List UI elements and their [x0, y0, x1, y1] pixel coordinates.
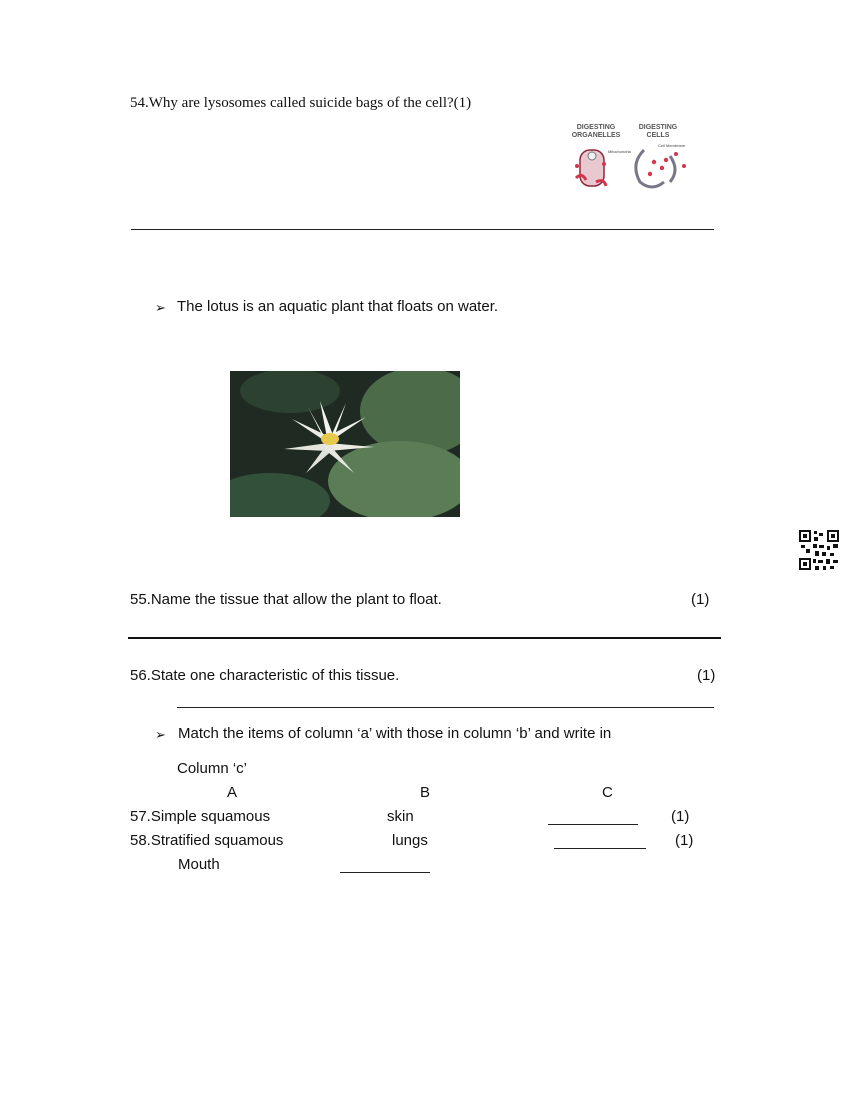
figure-tag-mito: Mitochondria	[608, 149, 631, 154]
answer-blank-mouth	[340, 872, 430, 873]
match-b-58: lungs	[392, 832, 428, 849]
figure-label-right-2: CELLS	[646, 132, 670, 139]
match-item-58: 58.Stratified squamous	[130, 832, 284, 849]
answer-line-55	[128, 637, 721, 639]
answer-blank-57	[548, 824, 638, 825]
figure-label-left-2: ORGANELLES	[571, 132, 621, 139]
column-header-a: A	[227, 784, 238, 801]
arrow-bullet-icon: ➢	[155, 727, 166, 742]
mark-55: (1)	[691, 591, 710, 608]
match-b-57: skin	[387, 808, 414, 825]
lysosome-figure	[566, 120, 696, 196]
match-item-57: 57.Simple squamous	[130, 808, 271, 825]
lotus-statement: The lotus is an aquatic plant that floats on water.	[177, 298, 499, 315]
column-header-c: C	[602, 784, 613, 801]
question-56: 56.State one characteristic of this tissue.	[130, 667, 400, 684]
mark-58: (1)	[675, 832, 694, 849]
match-instruction-cont: Column ‘c’	[177, 760, 248, 777]
mark-56: (1)	[697, 667, 716, 684]
question-55: 55.Name the tissue that allow the plant to float.	[130, 591, 442, 608]
answer-line-54	[131, 229, 714, 230]
arrow-bullet-icon: ➢	[155, 300, 166, 315]
match-item-mouth: Mouth	[178, 856, 220, 873]
figure-label-right-1: DIGESTING	[638, 124, 678, 131]
match-instruction: Match the items of column ‘a’ with those in column ‘b’ and write in	[178, 725, 612, 742]
answer-line-56	[177, 707, 714, 708]
mark-57: (1)	[671, 808, 690, 825]
qr-code-icon	[799, 530, 839, 570]
lotus-photo	[230, 371, 460, 517]
answer-blank-58	[554, 848, 646, 849]
figure-label-left-1: DIGESTING	[576, 124, 616, 131]
figure-tag-membrane: Cell Membrane	[658, 143, 686, 148]
column-header-b: B	[420, 784, 431, 801]
question-54: 54.Why are lysosomes called suicide bags of the cell?(1)	[130, 95, 472, 111]
